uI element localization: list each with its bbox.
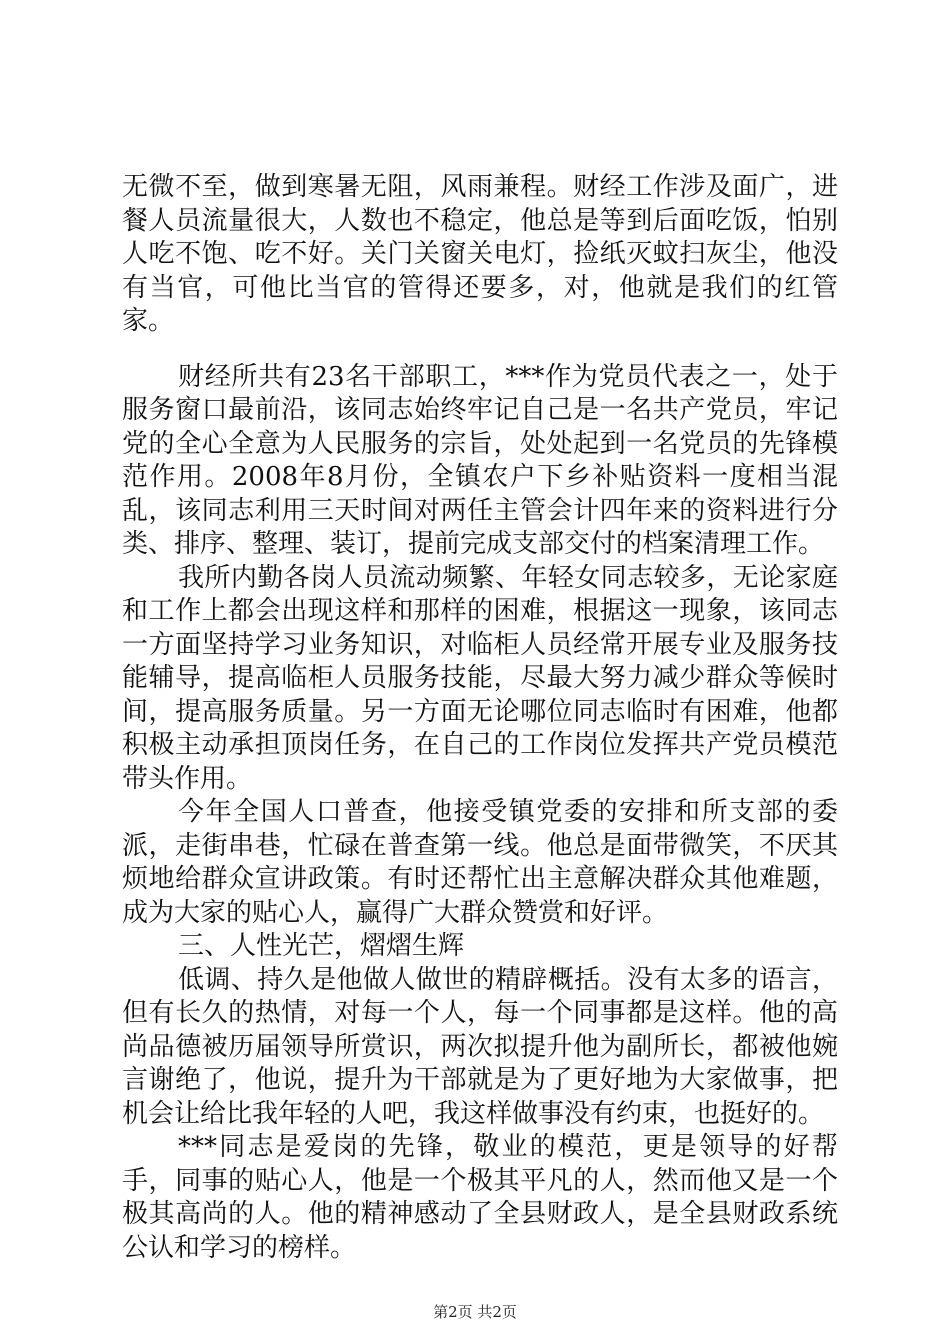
paragraph-gap	[122, 339, 838, 361]
paragraph-conclusion: ***同志是爱岗的先锋，敬业的模范，更是领导的好帮手，同事的贴心人，他是一个极其平凡的人，然而他又是一个极其高尚的人。他的精神感动了全县财政人，是全县财政系统公认和学习的榜样。	[122, 1132, 838, 1263]
document-body	[122, 171, 838, 1265]
paragraph-internal-staff: 我所内勤各岗人员流动频繁、年轻女同志较多，无论家庭和工作上都会出现这样和那样的困难，根据这一现象，该同志一方面坚持学习业务知识，对临柜人员经常开展专业及服务技能辅导，提高临柜人员服务技能，尽最大努力减少群众等候时间，提高服务质量。另一方面无论哪位同志临时有困难，他都积极主动承担顶岗任务，在自己的工作岗位发挥共产党员模范带头作用。	[122, 562, 838, 794]
paragraph-continuation: 无微不至，做到寒暑无阻，风雨兼程。财经工作涉及面广，进餐人员流量很大，人数也不稳定，他总是等到后面吃饭，怕别人吃不饱、吃不好。关门关窗关电灯，捡纸灭蚊扫灰尘，他没有当官，可他比当官的管得还要多，对，他就是我们的红管家。	[122, 172, 838, 336]
paragraph-census: 今年全国人口普查，他接受镇党委的安排和所支部的委派，走街串巷，忙碌在普查第一线。他总是面带微笑，不厌其烦地给群众宣讲政策。有时还帮忙出主意解决群众其他难题，成为大家的贴心人，赢得广大群众赞赏和好评。	[122, 797, 838, 928]
section-heading: 三、人性光芒，熠熠生辉	[178, 931, 465, 961]
page-footer: 第2页 共2页	[433, 1303, 517, 1321]
paragraph-character: 低调、持久是他做人做世的精辟概括。没有太多的语言，但有长久的热情，对每一个人，每一个同事都是这样。他的高尚品德被历届领导所赏识，两次拟提升他为副所长，都被他婉言谢绝了，他说，提升为干部就是为了更好地为大家做事，把机会让给比我年轻的人吧，我这样做事没有约束，也挺好的。	[122, 964, 838, 1129]
paragraph-staff-overview: 财经所共有23名干部职工，***作为党员代表之一，处于服务窗口最前沿，该同志始终牢记自己是一名共产党员，牢记党的全心全意为人民服务的宗旨，处处起到一名党员的先锋模范作用。2008年8月份，全镇农户下乡补贴资料一度相当混乱，该同志利用三天时间对两任主管会计四年来的资料进行分类、排序、整理、装订，提前完成支部交付的档案清理工作。	[122, 361, 838, 559]
